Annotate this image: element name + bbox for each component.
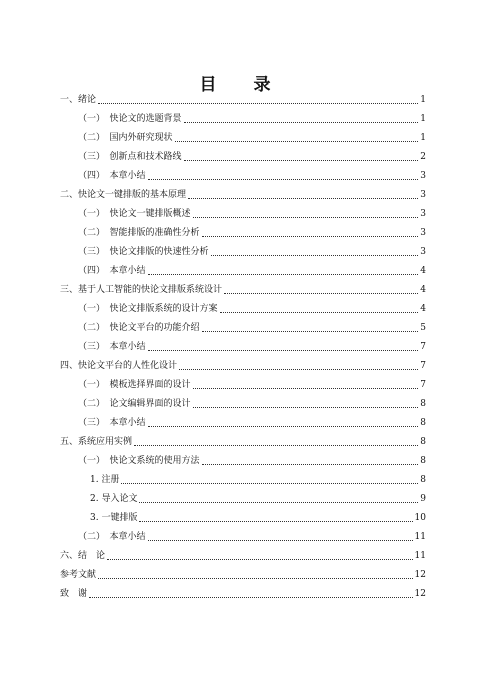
- toc-entry-page: 1: [420, 133, 426, 143]
- toc-entry-page: 8: [420, 456, 426, 466]
- toc-entry[interactable]: [78, 168, 426, 182]
- toc-entry[interactable]: [78, 396, 426, 410]
- page-title: 目 录: [199, 75, 281, 95]
- toc-entry-page: 8: [420, 475, 426, 485]
- toc-entry-label: 三、基于人工智能的快论文排版系统设计: [60, 285, 223, 295]
- toc-entry[interactable]: [78, 453, 426, 467]
- toc-entry-label: （二） 国内外研究现状: [78, 133, 173, 143]
- toc-entry[interactable]: [60, 567, 426, 581]
- dot-leader: [184, 159, 419, 161]
- toc-entry-page: 8: [420, 437, 426, 447]
- toc-entry[interactable]: [78, 225, 426, 239]
- toc-entry[interactable]: [78, 301, 426, 315]
- toc-entry-label: （二） 快论文平台的功能介绍: [78, 323, 200, 333]
- toc-entry-page: 7: [420, 342, 426, 352]
- dot-leader: [202, 463, 419, 465]
- dot-leader: [148, 425, 419, 427]
- toc-entry[interactable]: [60, 92, 426, 106]
- toc-entry[interactable]: [78, 320, 426, 334]
- toc-entry[interactable]: [90, 491, 426, 505]
- toc-entry[interactable]: [78, 377, 426, 391]
- toc-entry-page: 12: [414, 570, 426, 580]
- dot-leader: [179, 368, 418, 370]
- dot-leader: [224, 292, 418, 294]
- toc-entry-page: 1: [420, 114, 426, 124]
- dot-leader: [188, 197, 418, 199]
- toc-entry-page: 8: [420, 399, 426, 409]
- toc-entry-label: 2. 导入论文: [90, 494, 138, 504]
- toc-entry-label: 六、结 论: [60, 551, 106, 561]
- dot-leader: [89, 596, 413, 598]
- toc-entry[interactable]: [78, 415, 426, 429]
- toc-entry-page: 9: [420, 494, 426, 504]
- toc-entry-page: 2: [420, 152, 426, 162]
- toc-entry-label: （三） 本章小结: [78, 418, 146, 428]
- toc-entry-page: 12: [414, 589, 426, 599]
- toc-entry[interactable]: [60, 434, 426, 448]
- toc-entry[interactable]: [78, 111, 426, 125]
- dot-leader: [202, 235, 419, 237]
- toc-entry-page: 4: [420, 285, 426, 295]
- toc-entry-page: 7: [420, 380, 426, 390]
- toc-entry-page: 3: [420, 190, 426, 200]
- toc-entry-label: 1. 注册: [90, 475, 120, 485]
- toc-entry-page: 3: [420, 171, 426, 181]
- toc-entry-label: （四） 本章小结: [78, 171, 146, 181]
- dot-leader: [193, 406, 419, 408]
- toc-entry[interactable]: [78, 244, 426, 258]
- dot-leader: [134, 444, 418, 446]
- toc-entry[interactable]: [90, 472, 426, 486]
- toc-entry-label: （二） 论文编辑界面的设计: [78, 399, 191, 409]
- toc-entry-page: 3: [420, 209, 426, 219]
- dot-leader: [98, 102, 418, 104]
- toc-entry-label: （一） 快论文系统的使用方法: [78, 456, 200, 466]
- toc-entry-page: 3: [420, 228, 426, 238]
- toc-entry-page: 8: [420, 418, 426, 428]
- toc-entry-label: 3. 一键排版: [90, 513, 138, 523]
- toc-entry-page: 1: [420, 95, 426, 105]
- dot-leader: [220, 311, 419, 313]
- toc-entry-label: （二） 本章小结: [78, 532, 146, 542]
- dot-leader: [175, 140, 419, 142]
- toc-entry[interactable]: [60, 282, 426, 296]
- dot-leader: [148, 349, 419, 351]
- dot-leader: [121, 482, 418, 484]
- dot-leader: [184, 121, 419, 123]
- dot-leader: [148, 178, 419, 180]
- toc-entry-label: 四、快论文平台的人性化设计: [60, 361, 178, 371]
- toc-entry[interactable]: [78, 529, 426, 543]
- toc-entry[interactable]: [78, 206, 426, 220]
- toc-entry-label: （四） 本章小结: [78, 266, 146, 276]
- toc-entry-label: （二） 智能排版的准确性分析: [78, 228, 200, 238]
- toc-entry[interactable]: [78, 149, 426, 163]
- toc-entry-page: 11: [414, 532, 426, 542]
- dot-leader: [148, 273, 419, 275]
- toc-entry-label: （一） 快论文一键排版概述: [78, 209, 191, 219]
- toc-entry[interactable]: [78, 339, 426, 353]
- toc-entry-label: （三） 创新点和技术路线: [78, 152, 182, 162]
- toc-entry-label: （三） 本章小结: [78, 342, 146, 352]
- dot-leader: [193, 216, 419, 218]
- toc-entry-label: 五、系统应用实例: [60, 437, 133, 447]
- toc-entry-page: 4: [420, 266, 426, 276]
- toc-entry[interactable]: [60, 187, 426, 201]
- toc-entry[interactable]: [78, 130, 426, 144]
- toc-entry-label: （一） 快论文的选题背景: [78, 114, 182, 124]
- toc-entry-page: 3: [420, 247, 426, 257]
- toc-entry[interactable]: [60, 358, 426, 372]
- toc-entry-label: （一） 快论文排版系统的设计方案: [78, 304, 218, 314]
- toc-entry-page: 5: [420, 323, 426, 333]
- toc-entry-label: （三） 快论文排版的快速性分析: [78, 247, 209, 257]
- toc-entry-label: 参考文献: [60, 570, 97, 580]
- toc-entry[interactable]: [78, 263, 426, 277]
- dot-leader: [193, 387, 419, 389]
- toc-entry-page: 4: [420, 304, 426, 314]
- dot-leader: [139, 520, 412, 522]
- dot-leader: [211, 254, 419, 256]
- dot-leader: [148, 539, 413, 541]
- toc-entry-label: 一、绪论: [60, 95, 97, 105]
- toc-entry-page: 7: [420, 361, 426, 371]
- dot-leader: [202, 330, 419, 332]
- toc-entry-label: 二、快论文一键排版的基本原理: [60, 190, 187, 200]
- toc-entry[interactable]: [60, 586, 426, 600]
- toc-entry-page: 10: [414, 513, 426, 523]
- dot-leader: [139, 501, 418, 503]
- toc-entry-label: （一） 模板选择界面的设计: [78, 380, 191, 390]
- toc-entry-page: 11: [414, 551, 426, 561]
- dot-leader: [107, 558, 413, 560]
- toc-entry[interactable]: [60, 548, 426, 562]
- dot-leader: [98, 577, 413, 579]
- toc-entry[interactable]: [90, 510, 426, 524]
- toc-entry-label: 致 谢: [60, 589, 88, 599]
